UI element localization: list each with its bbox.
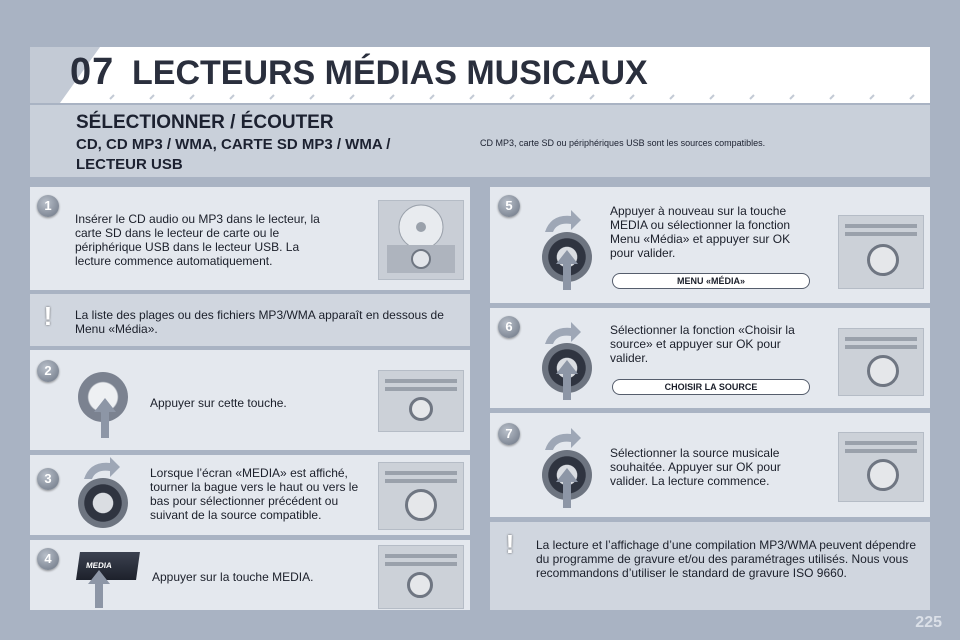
rotary-knob-icon	[78, 478, 128, 528]
warning-icon: !	[505, 529, 515, 559]
step-7-radio-illustration	[838, 432, 924, 502]
step-4-badge: 4	[37, 548, 59, 570]
step-6-badge: 6	[498, 316, 520, 338]
arrow-up-icon	[556, 360, 578, 400]
chapter-title: LECTEURS MÉDIAS MUSICAUX	[132, 54, 648, 92]
choose-source-label: CHOISIR LA SOURCE	[612, 379, 810, 395]
step-3-badge: 3	[37, 468, 59, 490]
section-note: CD MP3, carte SD ou périphériques USB sont les sources compatibles.	[480, 138, 766, 148]
rotate-arrow-icon	[543, 320, 583, 346]
menu-media-label: MENU «MÉDIA»	[612, 273, 810, 289]
arrow-up-icon	[88, 570, 110, 608]
page-number: 225	[915, 614, 942, 631]
warning-2-text: La lecture et l’affichage d’une compilation MP3/WMA peuvent dépendre du programme de gravure et/ou des paramétrages utilisés. Nous vous recommandons d’utiliser le standard de gravure ISO 9660.	[536, 538, 917, 580]
media-key-icon: MEDIA	[76, 552, 140, 580]
section-subtitle-line2: LECTEUR USB	[76, 156, 183, 173]
rotate-arrow-icon	[82, 455, 122, 481]
step-5-text: Appuyer à nouveau sur la touche MEDIA ou sélectionner la fonction Menu «Média» et appuyer sur OK pour valider.	[610, 204, 791, 260]
step-1-badge: 1	[37, 195, 59, 217]
rotate-arrow-icon	[543, 426, 583, 452]
arrow-up-icon	[556, 250, 578, 290]
step-3-text: Lorsque l’écran «MEDIA» est affiché, tourner la bague vers le haut ou vers le bas pour sélectionner précédent ou suivant de la source compatible.	[150, 466, 359, 522]
section-subtitle-line1: CD, CD MP3 / WMA, CARTE SD MP3 / WMA /	[76, 136, 391, 153]
step-2-radio-illustration	[378, 370, 464, 432]
step-1-text: Insérer le CD audio ou MP3 dans le lecteur, la carte SD dans le lecteur de carte ou le périphérique USB dans le lecteur USB. La lecture commence automatiquement.	[75, 212, 320, 268]
chapter-number: 07	[70, 51, 115, 93]
step-4-text: Appuyer sur la touche MEDIA.	[152, 570, 314, 584]
step-6-text: Sélectionner la fonction «Choisir la source» et appuyer sur OK pour valider.	[610, 323, 795, 365]
step-5-radio-illustration	[838, 215, 924, 289]
cd-icon	[379, 201, 463, 279]
step-2-badge: 2	[37, 360, 59, 382]
section-title: SÉLECTIONNER / ÉCOUTER	[76, 112, 334, 133]
step-2-text: Appuyer sur cette touche.	[150, 396, 287, 410]
section-subtitle	[76, 135, 436, 175]
step-4-radio-illustration	[378, 545, 464, 609]
step-3-radio-illustration	[378, 462, 464, 530]
step-7-badge: 7	[498, 423, 520, 445]
rotate-arrow-icon	[543, 208, 583, 234]
arrow-up-icon	[556, 468, 578, 508]
step-7-text: Sélectionner la source musicale souhaitée. Appuyer sur OK pour valider. La lecture commence.	[610, 446, 781, 488]
step-5-badge: 5	[498, 195, 520, 217]
step-1-cd-illustration	[378, 200, 464, 280]
arrow-up-icon	[94, 398, 116, 438]
warning-1-text: La liste des plages ou des fichiers MP3/WMA apparaît en dessous de Menu «Média».	[75, 308, 444, 336]
step-6-radio-illustration	[838, 328, 924, 396]
warning-icon: !	[43, 301, 53, 331]
